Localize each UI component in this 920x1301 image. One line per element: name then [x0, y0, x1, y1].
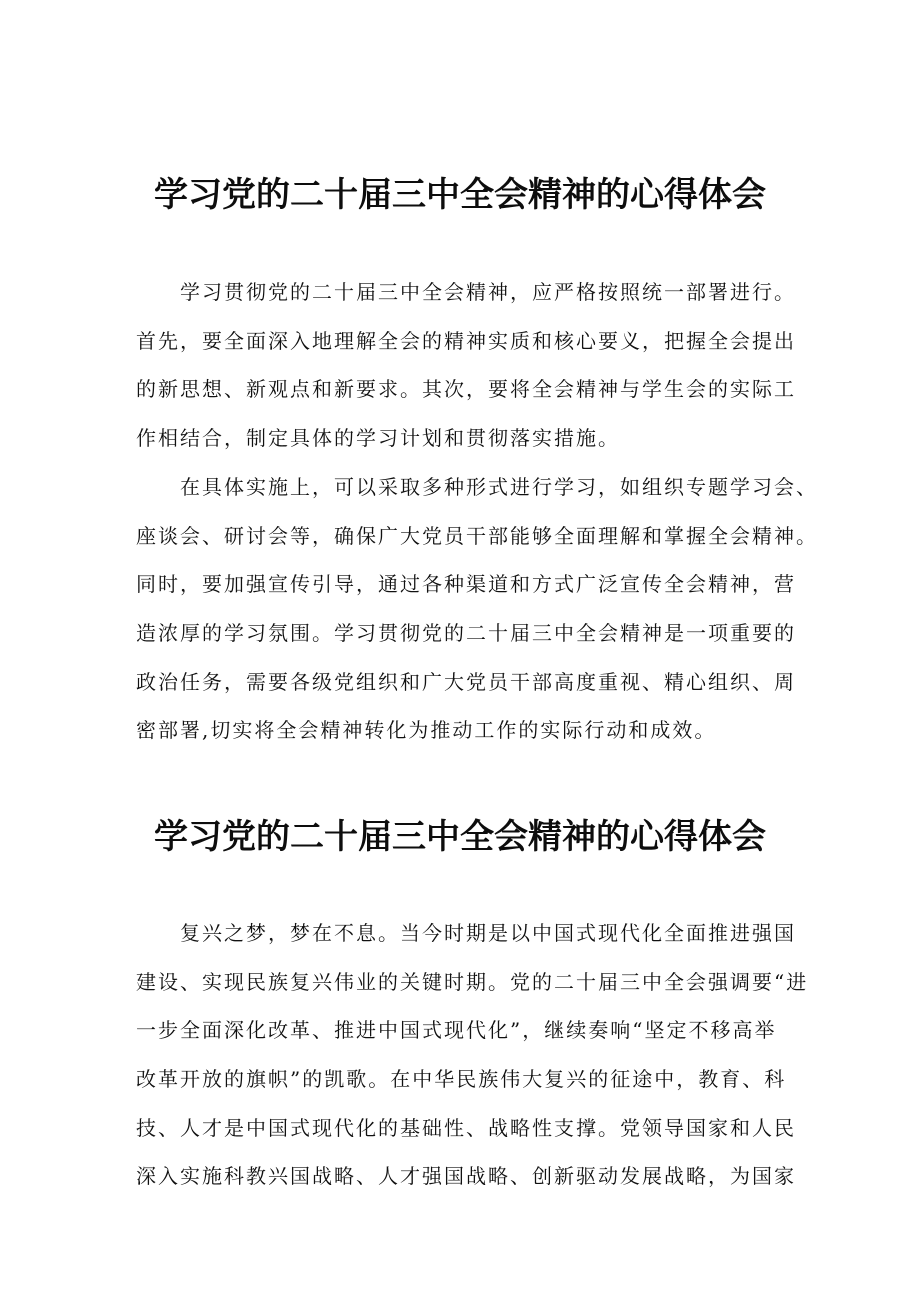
paragraph [136, 463, 818, 755]
paragraph [136, 909, 809, 1201]
paragraph-line: 密部署,切实将全会精神转化为推动工作的实际行动和成效。 [136, 718, 717, 743]
paragraph-line: 的新思想、新观点和新要求。其次，要将全会精神与学生会的实际工 [136, 377, 796, 402]
paragraph-line: 一步全面深化改革、推进中国式现代化”，继续奏响“坚定不移高举 [136, 1018, 777, 1043]
paragraph-line: 座谈会、研讨会等，确保广大党员干部能够全面理解和掌握全会精神。 [136, 523, 818, 548]
paragraph-line: 在具体实施上，可以采取多种形式进行学习，如组织专题学习会、 [180, 475, 818, 499]
essay-section-1 [0, 175, 920, 215]
paragraph-line: 首先，要全面深入地理解全会的精神实质和核心要义，把握全会提出 [136, 328, 796, 353]
paragraph-line: 政治任务，需要各级党组织和广大党员干部高度重视、精心组织、周 [136, 669, 796, 694]
essay-title: 学习党的二十届三中全会精神的心得体会 [154, 817, 766, 857]
essay-section-2 [0, 817, 920, 857]
paragraph-line: 复兴之梦，梦在不息。当今时期是以中国式现代化全面推进强国 [180, 921, 796, 945]
paragraph-line: 技、人才是中国式现代化的基础性、战略性支撑。党领导国家和人民 [136, 1115, 796, 1140]
paragraph [136, 268, 796, 463]
paragraph-line: 改革开放的旗帜”的凯歌。在中华民族伟大复兴的征途中，教育、科 [136, 1067, 787, 1092]
paragraph-line: 造浓厚的学习氛围。学习贯彻党的二十届三中全会精神是一项重要的 [136, 621, 796, 646]
paragraph-line: 作相结合，制定具体的学习计划和贯彻落实措施。 [136, 426, 620, 451]
paragraph-line: 建设、实现民族复兴伟业的关键时期。党的二十届三中全会强调要“进 [136, 969, 809, 994]
essay-title: 学习党的二十届三中全会精神的心得体会 [154, 175, 766, 215]
paragraph-line: 深入实施科教兴国战略、人才强国战略、创新驱动发展战略，为国家 [136, 1164, 796, 1189]
paragraph-line: 同时，要加强宣传引导，通过各种渠道和方式广泛宣传全会精神，营 [136, 572, 796, 597]
paragraph-line: 学习贯彻党的二十届三中全会精神，应严格按照统一部署进行。 [180, 280, 796, 304]
